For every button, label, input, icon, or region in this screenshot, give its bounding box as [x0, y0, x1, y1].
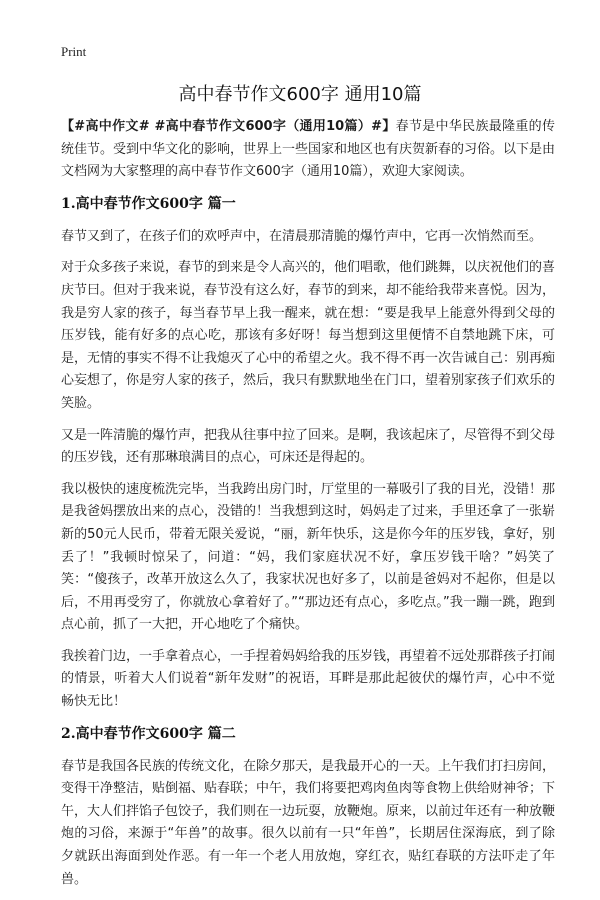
section-1-paragraph: 对于众多孩子来说，春节的到来是令人高兴的，他们唱歌，他们跳舞，以庆祝他们的喜庆节曰。但对于我来说，春节没有这么好，春节的到来，却不能给我带来喜悦。因为，我是穷人家的孩子，每当春节早上我一醒来，就在想：“要是我早上能意外得到父母的压岁钱，能有好多的点心吃，那该有多好呀！每当想到这里便情不自禁地跳下床，可是，无情的事实不得不让我熄灭了心中的希望之火。我不得不再一次告诫自己：别再痴心妄想了，你是穷人家的孩子，然后，我只有默默地坐在门口，望着别家孩子们欢乐的笑脸。	[61, 260, 556, 411]
section-heading-1: 1.高中春节作文600字 篇一	[61, 195, 236, 212]
intro-text: 春节是中华民族最隆重的传统佳节。受到中华文化的影响，世界上一些国家和地区也有庆贺新春的习俗。以下是由文档网为大家整理的高中春节作文600字（通用10篇），欢迎大家阅读。	[61, 119, 556, 180]
section-1-paragraph: 春节又到了，在孩子们的欢呼声中，在清晨那清脆的爆竹声中，它再一次悄然而至。	[61, 228, 543, 244]
section-heading-2: 2.高中春节作文600字 篇二	[61, 725, 236, 742]
intro-paragraph	[61, 116, 555, 184]
section-2-paragraph: 春节是我国各民族的传统文化，在除夕那天，是我最开心的一天。上午我们打扫房间，变得干净整洁，贴倒福、贴春联；中午，我们将要把鸡肉鱼肉等食物上供给财神爷；下午，大人们拌馅子包饺子，我们则在一边玩耍，放鞭炮。原来，以前过年还有一种放鞭炮的习俗，来源于“年兽”的故事。很久以前有一只“年兽”，长期居住深海底，到了除夕就跃出海面到处作恶。有一年一个老人用放炮，穿红衣，贴红春联的方法吓走了年兽。	[61, 758, 556, 887]
section-1-paragraph: 我以极快的速度梳洗完毕，当我跨出房门时，厅堂里的一幕吸引了我的目光，没错！那是我爸妈摆放出来的点心，没错的！当我想到这时，妈妈走了过来，手里还拿了一张崭新的50元人民币，带着无限关爱说，“丽，新年快乐，这是你今年的压岁钱，拿好，别丢了！”我顿时惊呆了，问道：“妈，我们家庭状况不好，拿压岁钱干啥？”妈笑了笑：“傻孩子，改革开放这么久了，我家状况也好多了，以前是爸妈对不起你，但是以后，不用再受穷了，你就放心拿着好了。”“那边还有点心，多吃点。”我一蹦一跳，跑到点心前，抓了一大把，开心地吃了个痛快。	[61, 481, 556, 633]
section-1-paragraph: 我挨着门边，一手拿着点心，一手捏着妈妈给我的压岁钱，再望着不远处那群孩子打闹的情景，听着大人们说着“新年发财”的祝语，耳畔是那此起彼伏的爆竹声，心中不觉畅快无比！	[61, 648, 556, 710]
article-body	[61, 116, 555, 900]
section-1-paragraph: 又是一阵清脆的爆竹声，把我从往事中拉了回来。是啊，我该起床了，尽管得不到父母的压岁钱，还有那琳琅满目的点心，可床还是得起的。	[61, 427, 556, 466]
intro-tag: 【#高中作文# #高中春节作文600字（通用10篇）#】	[61, 119, 396, 134]
print-link[interactable]: Print	[61, 44, 87, 59]
page-title: 高中春节作文600字 通用10篇	[178, 84, 422, 105]
